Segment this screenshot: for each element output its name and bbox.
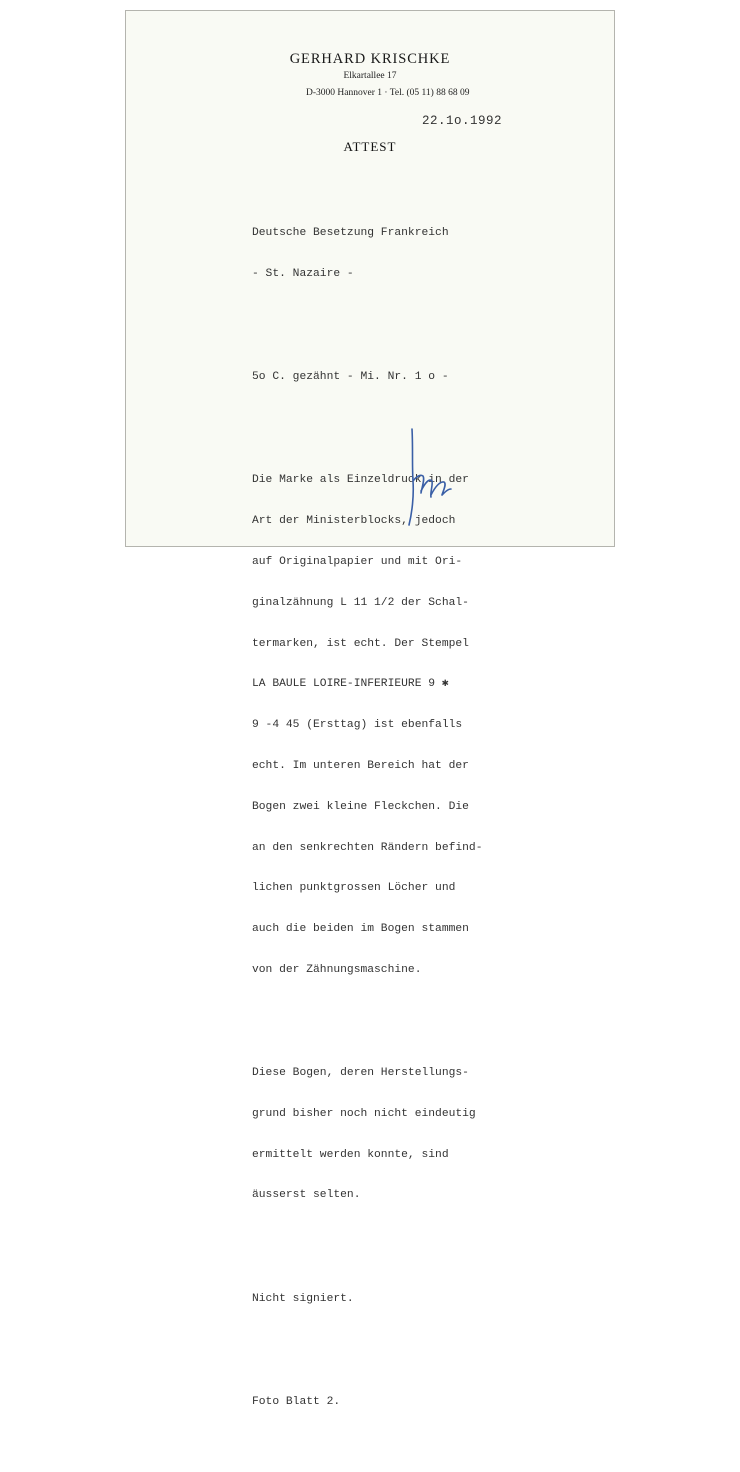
document-title: ATTEST (343, 139, 397, 154)
paragraph-catalog (252, 344, 483, 412)
attest-document (125, 10, 615, 1408)
text-line: ermittelt werden konnte, sind (252, 1148, 449, 1161)
text-line: echt. Im unteren Bereich hat der (252, 759, 469, 772)
text-line: termarken, ist echt. Der Stempel (252, 637, 469, 650)
text-line: Nicht signiert. (252, 1292, 354, 1305)
document-date: 22.1o.1992 (422, 114, 503, 128)
text-line: Bogen zwei kleine Fleckchen. Die (252, 800, 469, 813)
text-line: Deutsche Besetzung Frankreich (252, 227, 449, 240)
text-line: Die Marke als Einzeldruck in der (252, 474, 469, 487)
text-line: Foto Blatt 2. (252, 1395, 341, 1408)
text-line: lichen punktgrossen Löcher und (252, 882, 456, 895)
letterhead-name: GERHARD KRISCHKE (289, 51, 451, 67)
text-line: auf Originalpapier und mit Ori- (252, 556, 463, 569)
paragraph-not-signed (252, 1265, 483, 1333)
text-line: von der Zähnungsmaschine. (252, 963, 422, 976)
paragraph-subject (252, 200, 483, 309)
handwritten-signature (398, 421, 468, 531)
text-line: auch die beiden im Bogen stammen (252, 923, 469, 936)
text-line: an den senkrechten Rändern befind- (252, 841, 483, 854)
paragraph-rarity (252, 1040, 483, 1230)
text-line: Art der Ministerblocks, jedoch (252, 515, 456, 528)
letterhead-city-line: D-3000 Hannover 1 · Tel. (05 11) 88 68 09 (306, 88, 470, 98)
paragraph-photo (252, 1368, 483, 1436)
text-line: 9 -4 45 (Ersttag) ist ebenfalls (252, 719, 463, 732)
text-line: äusserst selten. (252, 1189, 361, 1202)
attest-body (252, 173, 483, 1472)
text-line: Diese Bogen, deren Herstellungs- (252, 1067, 469, 1079)
text-line: grund bisher noch nicht eindeutig (252, 1107, 476, 1120)
text-line: LA BAULE LOIRE-INFERIEURE 9 ✱ (252, 678, 449, 691)
text-line: ginalzähnung L 11 1/2 der Schal- (252, 596, 469, 609)
text-line: 5o C. gezähnt - Mi. Nr. 1 o - (252, 371, 449, 384)
letterhead-street: Elkartallee 17 (343, 71, 397, 81)
text-line: - St. Nazaire - (252, 268, 354, 281)
